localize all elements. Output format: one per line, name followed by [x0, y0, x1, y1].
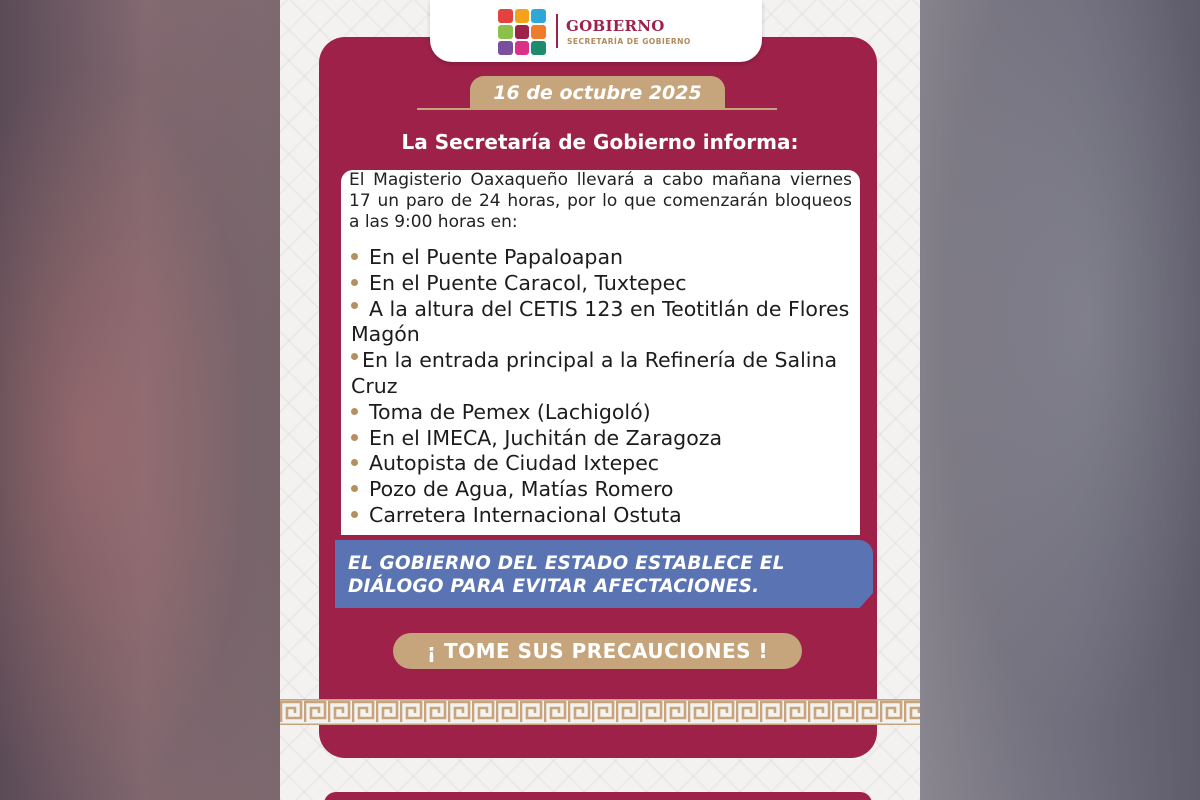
- bullet-dot-icon: [351, 253, 358, 260]
- location-text: Carretera Internacional Ostuta: [369, 502, 682, 527]
- logo-subtitle: SECRETARÍA DE GOBIERNO: [567, 37, 691, 46]
- location-text: En la entrada principal a la Refinería de Salina Cruz: [351, 348, 838, 398]
- locations-list: [351, 245, 851, 529]
- government-logo-icon: [498, 9, 546, 55]
- location-text: En el IMECA, Juchitán de Zaragoza: [369, 425, 723, 450]
- date-badge: 16 de octubre 2025: [470, 76, 725, 109]
- logo-title: GOBIERNO: [566, 17, 665, 35]
- list-item: [351, 348, 851, 400]
- location-text: En el Puente Papaloapan: [369, 245, 623, 269]
- heading: La Secretaría de Gobierno informa:: [401, 130, 799, 154]
- location-text: En el Puente Caracol, Tuxtepec: [369, 270, 687, 295]
- greek-fret-border: [280, 699, 920, 725]
- header-logo-tab: [430, 0, 762, 62]
- bullet-dot-icon: [351, 485, 358, 492]
- location-text: Pozo de Agua, Matías Romero: [369, 477, 674, 502]
- list-item: [351, 477, 851, 503]
- bullet-dot-icon: [351, 279, 358, 286]
- list-item: [351, 503, 851, 529]
- location-text: Autopista de Ciudad Ixtepec: [369, 451, 660, 476]
- bullet-dot-icon: [351, 434, 358, 441]
- background-blur-right: [920, 0, 1200, 800]
- logo-divider: [556, 14, 558, 48]
- bullet-dot-icon: [351, 408, 358, 415]
- precaution-badge: ¡ TOME SUS PRECAUCIONES !: [393, 633, 802, 669]
- list-item: [351, 400, 851, 426]
- list-item: [351, 271, 851, 297]
- bullet-dot-icon: [351, 302, 358, 309]
- dialogue-banner-text: EL GOBIERNO DEL ESTADO ESTABLECE EL DIÁLOGO PARA EVITAR AFECTACIONES.: [348, 553, 785, 597]
- location-text: A la altura del CETIS 123 en Teotitlán de Flores Magón: [351, 296, 850, 347]
- next-card-edge: [324, 792, 872, 800]
- intro-text: El Magisterio Oaxaqueño llevará a cabo mañana viernes 17 un paro de 24 horas, por lo que comenzarán bloqueos a las 9:00 horas en:: [349, 170, 852, 232]
- announcement-poster: [280, 0, 920, 800]
- list-item: [351, 245, 851, 271]
- background-blur-left: [0, 0, 280, 800]
- list-item: [351, 451, 851, 477]
- list-item: [351, 297, 851, 349]
- bullet-dot-icon: [351, 459, 358, 466]
- list-item: [351, 426, 851, 452]
- bullet-dot-icon: [351, 511, 358, 518]
- location-text: Toma de Pemex (Lachigoló): [369, 399, 651, 424]
- date-underline: [417, 108, 777, 110]
